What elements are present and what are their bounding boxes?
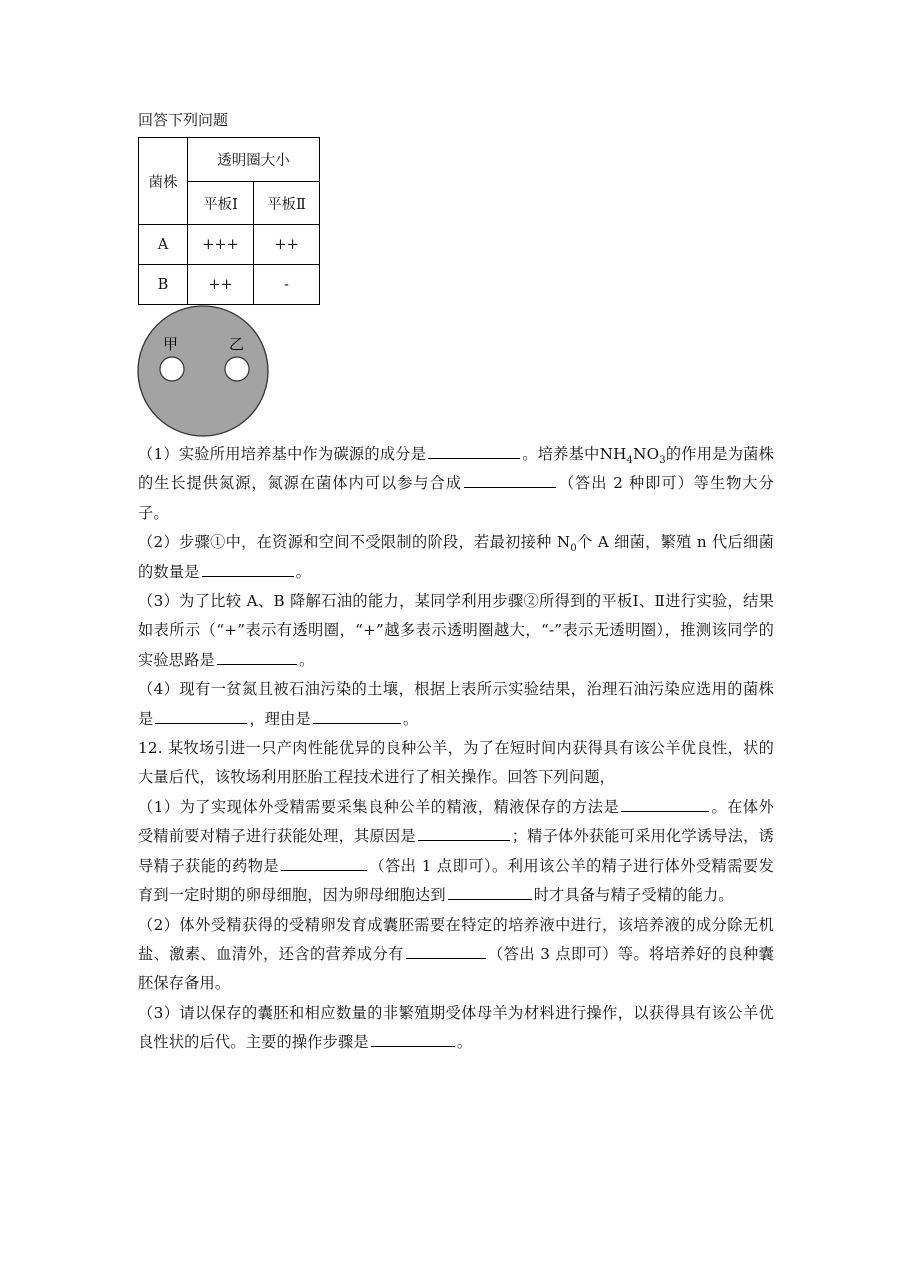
answer-blank[interactable] [155,706,247,724]
well-right [225,357,249,381]
answer-blank[interactable] [464,470,556,488]
answer-blank[interactable] [217,647,297,665]
cell-plate-2: - [254,265,320,305]
question-2: （2）步骤①中，在资源和空间不受限制的阶段，若最初接种 $N_0$个 A 细菌，繁殖 n 代后细菌的数量是 。 [138,533,774,581]
cell-strain: B [139,265,188,305]
answer-blank[interactable] [281,853,367,871]
answer-blank[interactable] [448,882,532,900]
label-yi: 乙 [229,335,245,353]
table-row [139,225,320,265]
header-strain: 菌株 [139,138,188,225]
question-12-part-1: （1）为了实现体外受精需要采集良种公羊的精液，精液保存的方法是 。在体外受精前要对精子进行获能处理，其原因是 ；精子体外获能可采用化学诱导法，诱导精子获能的药物是 （答出 1 点即可）。利用该公羊的精子进行体外受精需要发育到一定时期的卵母细胞，因为卵母细胞达到 时才具备与精子受精的能力。 [138,793,774,911]
well-left [160,357,184,381]
intro-line: 回答下列问题 [138,111,229,129]
table-row [139,265,320,305]
header-clear-zone: 透明圈大小 [188,138,320,182]
label-jia: 甲 [163,335,179,353]
answer-blank[interactable] [371,1029,455,1047]
header-plate-2: 平板Ⅱ [254,182,320,225]
question-4: （4）现有一贫氮且被石油污染的土壤，根据上表所示实验结果，治理石油污染应选用的菌株是 ，理由是 。 [138,680,774,728]
cell-strain: A [139,225,188,265]
question-12-part-3: （3）请以保存的囊胚和相应数量的非繁殖期受体母羊为材料进行操作，以获得具有该公羊优良性状的后代。主要的操作步骤是 。 [138,1003,774,1052]
answer-blank[interactable] [202,559,294,577]
cell-plate-1: ++ [188,265,254,305]
question-1: （1）实验所用培养基中作为碳源的成分是 。培养基中$NH_4NO_3$的作用是为菌株的生长提供氮源，氮源在菌体内可以参与合成 （答出 2 种即可）等生物大分子。 [138,440,774,528]
answer-blank[interactable] [406,941,486,959]
petri-dish-figure [137,305,273,441]
question-12-title: 12. 某牧场引进一只产肉性能优异的良种公羊，为了在短时间内获得具有该公羊优良性，状的大量后代，该牧场利用胚胎工程技术进行了相关操作。回答下列问题， [138,739,774,787]
question-3: （3）为了比较 A、B 降解石油的能力，某同学利用步骤②所得到的平板Ⅰ、Ⅱ进行实验，结果如表所示（“+”表示有透明圈，“+”越多表示透明圈越大，“-”表示无透明圈），推测该同学的实验思路是 。 [138,592,774,669]
answer-blank[interactable] [418,823,510,841]
cell-plate-1: +++ [188,225,254,265]
answer-blank[interactable] [621,794,709,812]
answer-blank[interactable] [313,706,401,724]
answer-blank[interactable] [428,441,520,459]
results-table [138,137,320,305]
cell-plate-2: ++ [254,225,320,265]
header-plate-1: 平板Ⅰ [188,182,254,225]
questions-body [138,440,774,1058]
question-12-part-2: （2）体外受精获得的受精卵发育成囊胚需要在特定的培养液中进行，该培养液的成分除无机盐、激素、血清外，还含的营养成分有 （答出 3 点即可）等。将培养好的良种囊胚保存备用。 [138,915,774,993]
